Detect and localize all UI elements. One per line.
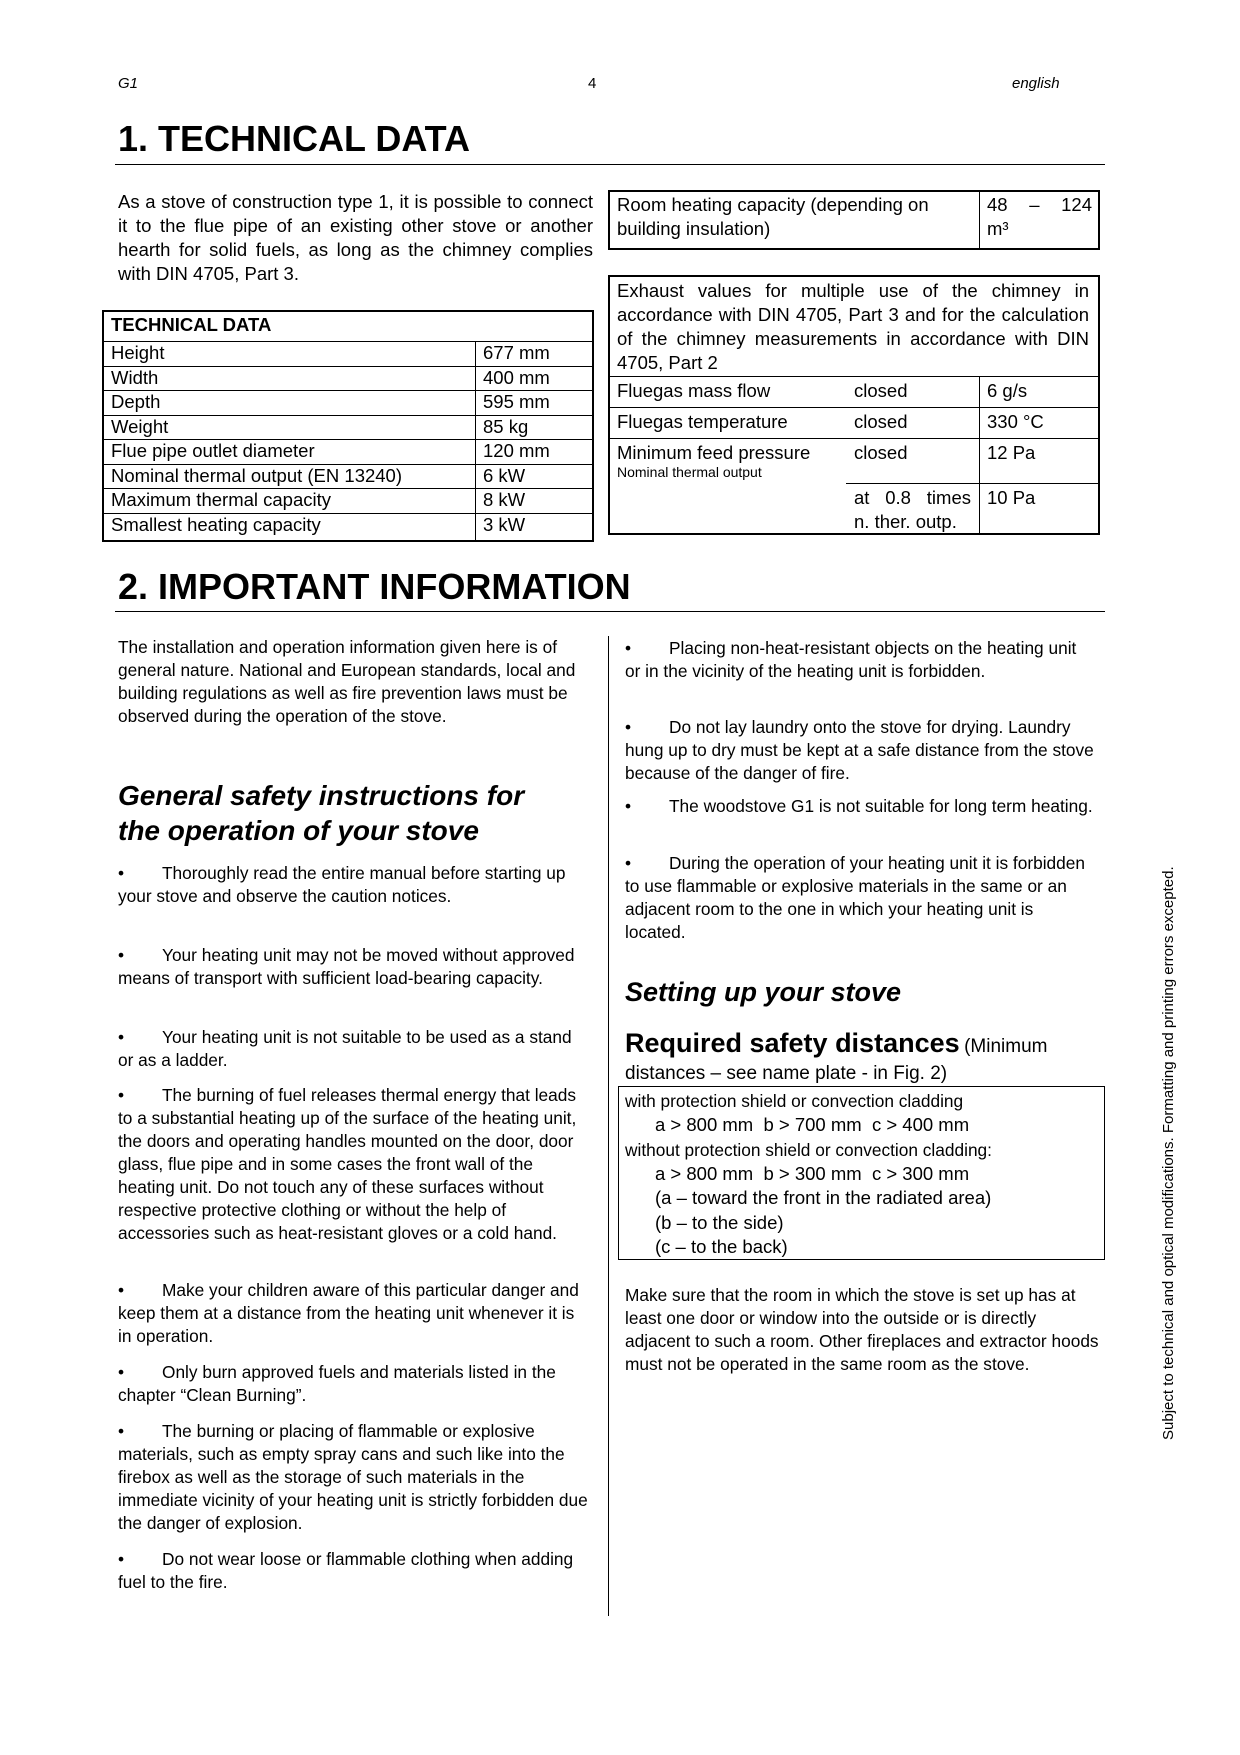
bullet-icon: • <box>118 1280 125 1300</box>
tech-row-label: Maximum thermal capacity <box>111 489 332 510</box>
reduced-output-value: 10 Pa <box>987 487 1036 508</box>
tech-row-value: 8 kW <box>483 489 526 510</box>
section1-rule <box>115 164 1105 165</box>
bullet-icon: • <box>118 863 125 883</box>
tech-table-heading: TECHNICAL DATA <box>111 314 272 335</box>
bullet-icon: • <box>118 1085 125 1105</box>
fluegas-temp-label: Fluegas temperature <box>617 411 788 432</box>
bullet-icon: • <box>118 1362 125 1382</box>
tech-row-rule <box>104 390 592 391</box>
tech-table-divider <box>475 341 476 540</box>
technical-data-table <box>102 310 594 542</box>
bullet-item <box>118 1420 588 1535</box>
bullet-icon: • <box>118 1421 125 1441</box>
tech-row-label: Smallest heating capacity <box>111 513 321 535</box>
reduced-output-condition-1: at 0.8 times <box>854 487 971 508</box>
feed-pressure-label: Minimum feed pressure <box>617 442 811 463</box>
tech-row-label: Weight <box>111 415 169 437</box>
fluegas-temp-condition: closed <box>854 411 908 432</box>
bullet-icon: • <box>625 717 632 737</box>
room-value-1: 48 – 124 <box>987 194 1092 215</box>
tech-row-value: 677 mm <box>483 342 550 363</box>
exhaust-rule-2 <box>610 407 1098 408</box>
feed-pressure-condition: closed <box>854 442 908 463</box>
tech-row-value: 595 mm <box>483 391 550 412</box>
setup-heading: Setting up your stove <box>625 977 902 1007</box>
bullet-icon: • <box>118 1027 125 1047</box>
room-value-2: m³ <box>987 218 1009 239</box>
bullet-item <box>118 862 588 908</box>
general-safety-heading-line1: General safety instructions for <box>118 780 525 811</box>
bullet-item <box>625 852 1095 944</box>
bullet-icon: • <box>625 638 632 658</box>
bullet-item <box>118 944 588 990</box>
bullet-text: Do not lay laundry onto the stove for drying. Laundry hung up to dry must be kept at a safe distance from the stove because of the danger of fire. <box>625 717 1094 783</box>
tech-row-rule <box>104 488 592 489</box>
section2-intro: The installation and operation information given here is of general nature. National and European standards, local and building regulations as well as fire prevention laws must be observed during the operation of the stove. <box>118 637 576 726</box>
bullet-icon: • <box>118 945 125 965</box>
header-left: G1 <box>118 75 139 92</box>
bullet-text: Your heating unit is not suitable to be used as a stand or as a ladder. <box>118 1027 572 1070</box>
fluegas-mass-value: 6 g/s <box>987 380 1028 401</box>
safety-distance-line: a > 800 mm b > 300 mm c > 300 mm <box>655 1162 970 1184</box>
bullet-icon: • <box>625 796 632 816</box>
safety-distance-line: with protection shield or convection cladding <box>625 1091 964 1111</box>
room-table-divider <box>979 192 980 248</box>
bullet-text: The burning of fuel releases thermal energy that leads to a substantial heating up of the surface of the heating unit, the doors and operating handles mounted on the door, door glass, flue pipe and in some cases the front wall of the heating unit. Do not touch any of these surfaces without respective protective clothing or without the help of accessories such as heat-resistant gloves or a cold hand. <box>118 1085 577 1243</box>
general-safety-heading <box>118 778 524 848</box>
safety-distance-line: a > 800 mm b > 700 mm c > 400 mm <box>655 1114 970 1136</box>
bullet-item <box>625 716 1095 785</box>
fluegas-mass-label: Fluegas mass flow <box>617 380 771 401</box>
section1-intro: As a stove of construction type 1, it is possible to connect it to the flue pipe of an existing other stove or another hearth for solid fuels, as long as the chimney complies with DIN 4705, Part 3. <box>118 191 593 284</box>
exhaust-rule-4 <box>846 483 1098 484</box>
bullet-item <box>625 637 1095 683</box>
room-heating-table <box>608 190 1100 250</box>
bullet-text: Placing non-heat-resistant objects on the heating unit or in the vicinity of the heating unit is forbidden. <box>625 638 1077 681</box>
tech-row-label: Flue pipe outlet diameter <box>111 440 315 461</box>
page-number: 4 <box>588 75 597 92</box>
tech-row-label: Height <box>111 342 165 363</box>
bullet-item <box>118 1084 588 1245</box>
safety-distance-line: (b – to the side) <box>655 1211 784 1233</box>
tech-row-rule <box>104 415 592 416</box>
room-label-2: building insulation) <box>617 218 771 239</box>
bullet-text: The burning or placing of flammable or explosive materials, such as empty spray cans and such like into the firebox as well as the storage of such materials in the immediate vicinity of your heating unit is strictly forbidden due the danger of explosion. <box>118 1421 588 1533</box>
section1-title: 1. TECHNICAL DATA <box>118 118 471 159</box>
fluegas-temp-value: 330 °C <box>987 411 1044 432</box>
tech-row-value: 400 mm <box>483 366 550 388</box>
safety-distances-box <box>618 1086 1105 1260</box>
general-safety-heading-line2: the operation of your stove <box>118 815 479 846</box>
bullet-item <box>118 1361 588 1407</box>
section2-rule <box>115 611 1105 612</box>
exhaust-divider <box>979 376 980 533</box>
exhaust-rule-1 <box>610 376 1098 377</box>
header-language: english <box>1012 75 1060 92</box>
distances-heading-block <box>625 1028 1047 1059</box>
bullet-item <box>118 1279 588 1348</box>
section2-title: 2. IMPORTANT INFORMATION <box>118 566 631 607</box>
tech-row-value: 3 kW <box>483 513 526 535</box>
bullet-text: Your heating unit may not be moved without approved means of transport with sufficient load-bearing capacity. <box>118 945 575 988</box>
room-label-1: Room heating capacity (depending on <box>617 194 929 215</box>
bullet-icon: • <box>118 1549 125 1569</box>
safety-distance-line: without protection shield or convection cladding: <box>625 1139 992 1160</box>
room-requirement-note: Make sure that the room in which the stove is set up has at least one door or window into the outside or is directly adjacent to such a room. Other fireplaces and extractor hoods must not be operated in the same room as the stove. <box>625 1285 1099 1374</box>
side-note: Subject to technical and optical modifications. Formatting and printing errors excepted. <box>1160 866 1177 1440</box>
bullet-text: Make your children aware of this particular danger and keep them at a distance from the heating unit whenever it is in operation. <box>118 1280 579 1346</box>
column-divider <box>608 636 609 1616</box>
bullet-item <box>118 1026 588 1072</box>
tech-row-value: 85 kg <box>483 415 529 437</box>
safety-distance-line: (a – toward the front in the radiated area) <box>655 1187 992 1209</box>
bullet-item <box>625 795 1095 818</box>
bullet-text: During the operation of your heating unit it is forbidden to use flammable or explosive materials in the same or an adjacent room to the one in which your heating unit is located. <box>625 853 1085 942</box>
exhaust-intro: Exhaust values for multiple use of the chimney in accordance with DIN 4705, Part 3 and for the calculation of the chimney measurements in accordance with DIN 4705, Part 2 <box>617 280 1089 373</box>
distances-note-a: (Minimum <box>964 1036 1048 1057</box>
bullet-text: Only burn approved fuels and materials listed in the chapter “Clean Burning”. <box>118 1362 556 1405</box>
exhaust-values-table <box>608 275 1100 535</box>
tech-row-label: Width <box>111 366 159 388</box>
tech-row-value: 6 kW <box>483 464 526 486</box>
tech-row-rule <box>104 513 592 514</box>
bullet-item <box>118 1548 588 1594</box>
distances-note-b: distances – see name plate - in Fig. 2) <box>625 1063 948 1084</box>
tech-row-rule <box>104 366 592 367</box>
tech-row-label: Nominal thermal output (EN 13240) <box>111 464 403 486</box>
bullet-text: The woodstove G1 is not suitable for long term heating. <box>669 796 1093 816</box>
bullet-text: Thoroughly read the entire manual before starting up your stove and observe the caution notices. <box>118 863 566 906</box>
feed-pressure-sublabel: Nominal thermal output <box>617 464 762 480</box>
bullet-icon: • <box>625 853 632 873</box>
distances-heading: Required safety distances <box>625 1028 960 1058</box>
fluegas-mass-condition: closed <box>854 380 908 401</box>
reduced-output-condition-2: n. ther. outp. <box>854 511 957 532</box>
tech-row-value: 120 mm <box>483 440 550 461</box>
safety-distance-line: (c – to the back) <box>655 1235 788 1257</box>
tech-row-label: Depth <box>111 391 161 412</box>
tech-row-rule <box>104 464 592 465</box>
exhaust-rule-3 <box>610 438 1098 439</box>
feed-pressure-value: 12 Pa <box>987 442 1036 463</box>
bullet-text: Do not wear loose or flammable clothing when adding fuel to the fire. <box>118 1549 574 1592</box>
tech-row-rule <box>104 439 592 440</box>
